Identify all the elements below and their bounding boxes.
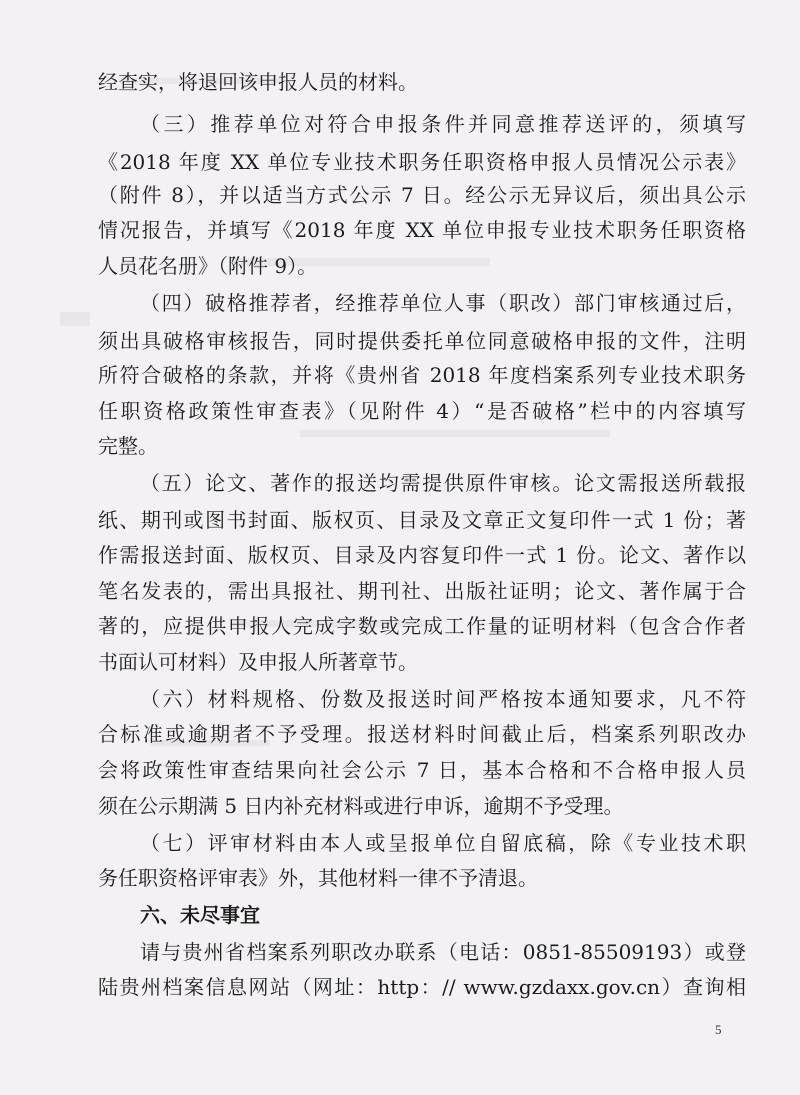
text-line: 陆贵州档案信息网站（网址：http：// www.gzdaxx.gov.cn）查询相 (98, 975, 746, 999)
text-line: （六）材料规格、份数及报送时间严格按本通知要求，凡不符 (140, 687, 746, 711)
text-line: 《2018 年度 XX 单位专业技术职务任职资格申报人员情况公示表》 (98, 150, 746, 174)
text-line: 会将政策性审查结果向社会公示 7 日，基本合格和不合格申报人员 (98, 758, 746, 782)
text-line: 经查实，将退回该申报人员的材料。 (98, 70, 418, 94)
text-line: （四）破格推荐者，经推荐单位人事（职改）部门审核通过后， (140, 291, 746, 315)
text-line: 务任职资格评审表》外，其他材料一律不予清退。 (98, 866, 538, 890)
text-line: （三）推荐单位对符合申报条件并同意推荐送评的，须填写 (140, 112, 746, 136)
section-heading: 六、未尽事宜 (140, 903, 260, 927)
text-line: 纸、期刊或图书封面、版权页、目录及文章正文复印件一式 1 份；著 (98, 508, 746, 532)
text-line: 作需报送封面、版权页、目录及内容复印件一式 1 份。论文、著作以 (98, 543, 746, 567)
text-line: 须出具破格审核报告，同时提供委托单位同意破格申报的文件，注明 (98, 329, 746, 353)
text-line: 完整。 (98, 434, 158, 458)
text-line: 所符合破格的条款，并将《贵州省 2018 年度档案系列专业技术职务 (98, 363, 746, 387)
text-line: 情况报告，并填写《2018 年度 XX 单位申报专业技术职务任职资格 (98, 218, 746, 242)
text-line: 请与贵州省档案系列职改办联系（电话：0851-85509193）或登 (140, 940, 746, 964)
text-line: 任职资格政策性审查表》（见附件 4）“是否破格”栏中的内容填写 (98, 399, 746, 423)
text-line: （附件 8），并以适当方式公示 7 日。经公示无异议后，须出具公示 (98, 183, 746, 207)
text-line: 须在公示期满 5 日内补充材料或进行申诉，逾期不予受理。 (98, 794, 624, 818)
text-line: 书面认可材料）及申报人所著章节。 (98, 650, 418, 674)
text-line: （五）论文、著作的报送均需提供原件审核。论文需报送所载报 (140, 471, 746, 495)
text-line: 合标准或逾期者不予受理。报送材料时间截止后，档案系列职改办 (98, 722, 746, 746)
text-line: 人员花名册》（附件 9）。 (98, 254, 318, 278)
page-number: 5 (715, 1022, 722, 1037)
text-line: 著的，应提供申报人完成字数或完成工作量的证明材料（包含合作者 (98, 614, 746, 638)
text-line: 笔名发表的，需出具报社、期刊社、出版社证明；论文、著作属于合 (98, 579, 746, 603)
text-line: （七）评审材料由本人或呈报单位自留底稿，除《专业技术职 (140, 831, 746, 855)
